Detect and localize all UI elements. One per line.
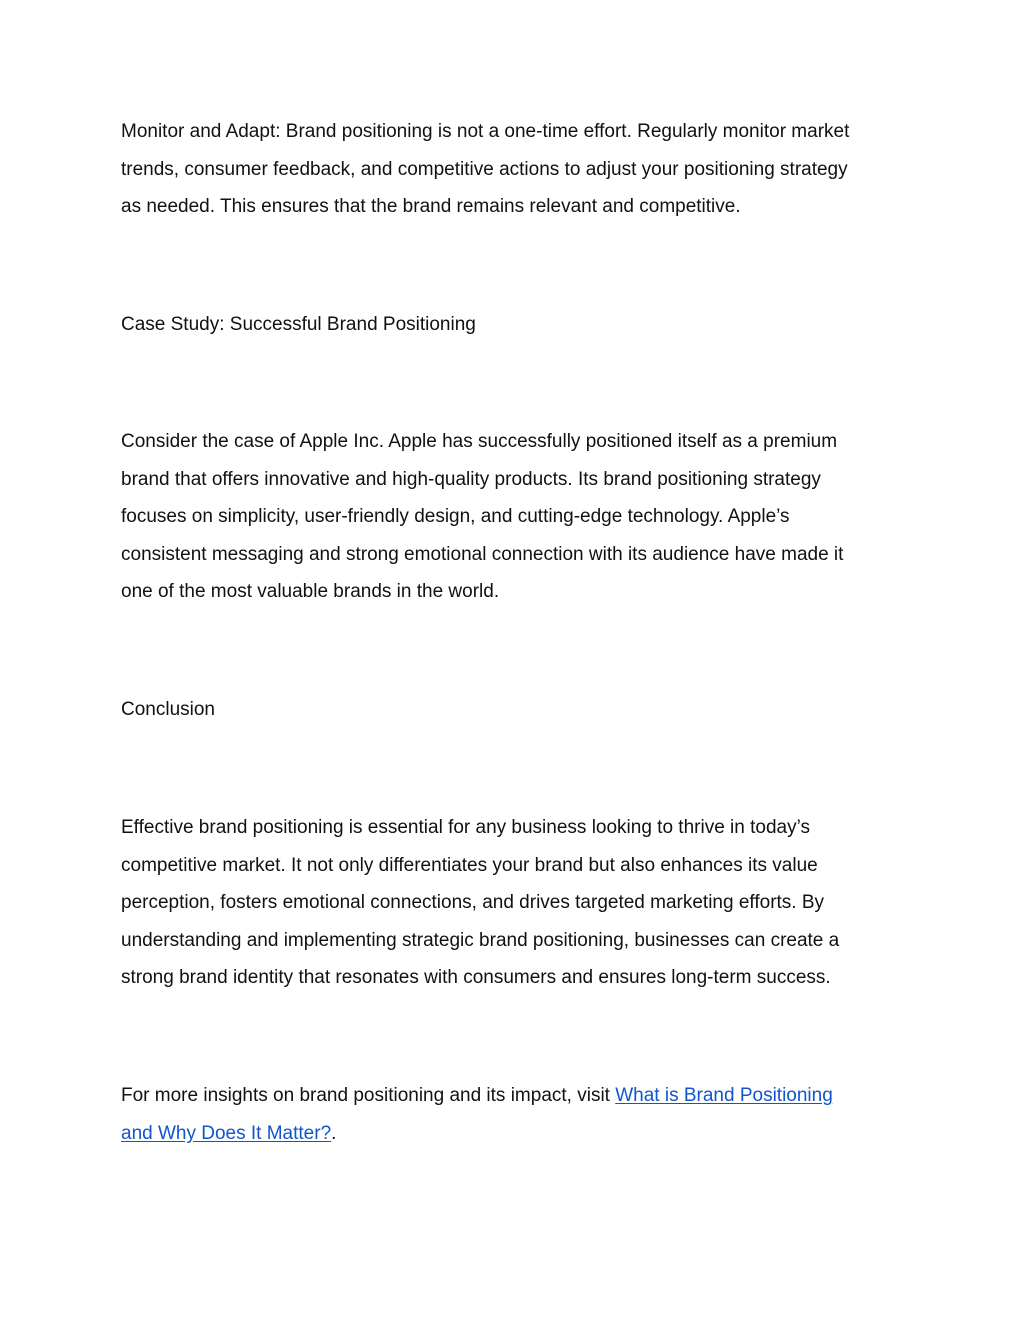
conclusion-heading: Conclusion xyxy=(121,699,215,720)
paragraph-line: competitive market. It not only differentiates your brand but also enhances its value xyxy=(121,854,818,876)
paragraph-line: understanding and implementing strategic brand positioning, businesses can create a xyxy=(121,929,840,951)
paragraph-line: trends, consumer feedback, and competitive actions to adjust your positioning strategy xyxy=(121,158,848,180)
paragraph-line: brand that offers innovative and high-quality products. Its brand positioning strategy xyxy=(121,468,821,490)
brand-positioning-article-link-continued[interactable]: and Why Does It Matter? xyxy=(121,1122,332,1144)
paragraph-line: perception, fosters emotional connections, and drives targeted marketing efforts. By xyxy=(121,892,825,914)
paragraph-line: as needed. This ensures that the brand remains relevant and competitive. xyxy=(121,196,741,218)
monitor-and-adapt-paragraph xyxy=(121,113,906,226)
paragraph-line: Effective brand positioning is essential for any business looking to thrive in today’s xyxy=(121,817,810,838)
paragraph-line: focuses on simplicity, user-friendly design, and cutting-edge technology. Apple’s xyxy=(121,506,790,528)
paragraph-line: strong brand identity that resonates with consumers and ensures long-term success. xyxy=(121,967,831,989)
paragraph-line: Consider the case of Apple Inc. Apple has successfully positioned itself as a premium xyxy=(121,431,838,452)
conclusion-paragraph xyxy=(121,809,906,997)
more-insights-lead-text: For more insights on brand positioning and its impact, visit xyxy=(121,1085,616,1106)
case-study-heading: Case Study: Successful Brand Positioning xyxy=(121,314,476,335)
paragraph-line: one of the most valuable brands in the world. xyxy=(121,581,500,603)
trailing-period: . xyxy=(331,1122,337,1144)
brand-positioning-article-link[interactable]: What is Brand Positioning xyxy=(615,1085,833,1106)
more-insights-paragraph xyxy=(121,1077,906,1152)
paragraph-line: Monitor and Adapt: Brand positioning is not a one-time effort. Regularly monitor market xyxy=(121,121,850,142)
paragraph-line: consistent messaging and strong emotional connection with its audience have made it xyxy=(121,543,844,565)
case-study-paragraph xyxy=(121,423,906,611)
